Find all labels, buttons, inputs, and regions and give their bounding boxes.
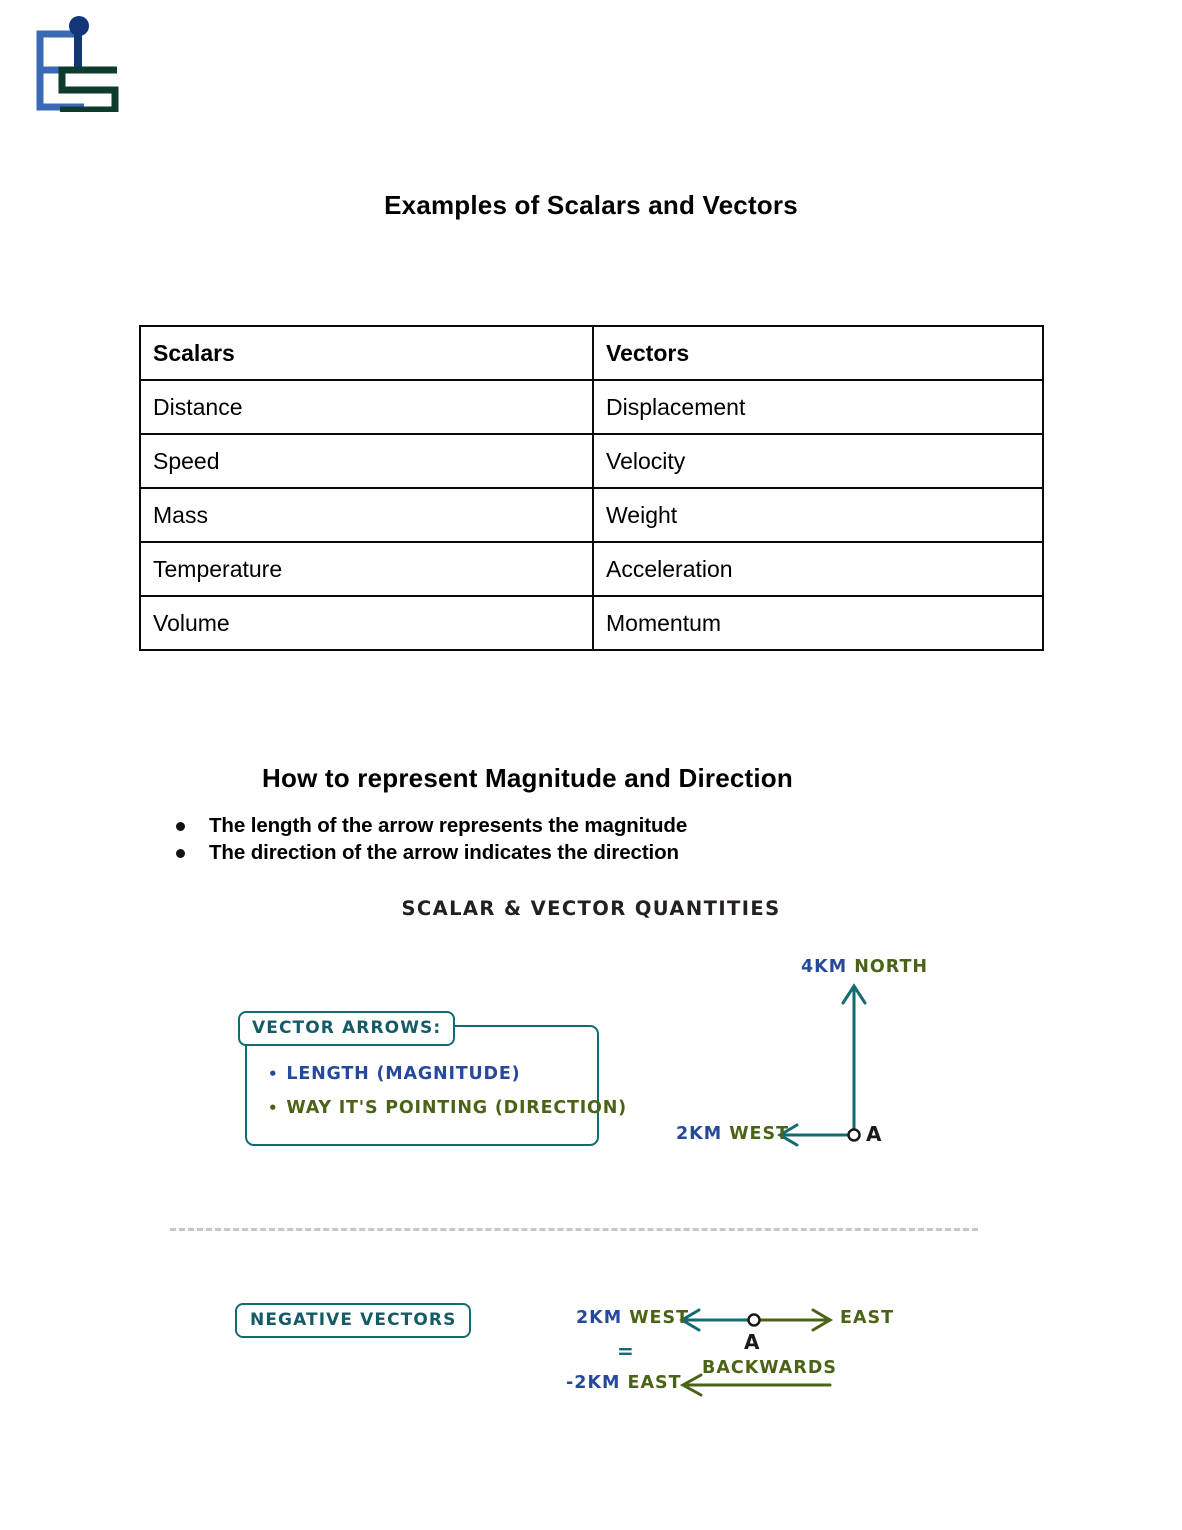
list-item: The direction of the arrow indicates the direction [172, 839, 687, 866]
north-vector-label [801, 957, 928, 977]
infographic-title: SCALAR & VECTOR QUANTITIES [401, 897, 781, 920]
section-divider [170, 1228, 978, 1231]
negative-direction-text: EAST [627, 1373, 682, 1393]
negative-west-direction-text: WEST [629, 1308, 690, 1328]
cell-vector: Momentum [593, 596, 1043, 650]
west-magnitude-text: 2KM [676, 1124, 723, 1144]
table-row [140, 434, 1043, 488]
cell-scalar: Speed [140, 434, 593, 488]
negative-west-arrow [682, 1310, 750, 1330]
backwards-arrow [683, 1375, 830, 1395]
cell-vector: Weight [593, 488, 1043, 542]
equals-sign: = [617, 1339, 635, 1363]
negative-east-label: EAST [840, 1308, 895, 1328]
cell-scalar: Mass [140, 488, 593, 542]
vector-arrows-item-length: • LENGTH (MAGNITUDE) [268, 1064, 520, 1084]
backwards-label: BACKWARDS [702, 1358, 837, 1378]
west-arrow [780, 1125, 848, 1145]
negative-magnitude-text: -2KM [566, 1373, 621, 1393]
cell-scalar: Distance [140, 380, 593, 434]
negative-point-a-label: A [744, 1330, 761, 1354]
negative-west-magnitude-text: 2KM [576, 1308, 623, 1328]
west-direction-text: WEST [729, 1124, 790, 1144]
scalars-vectors-table [139, 325, 1044, 651]
cell-vector: Velocity [593, 434, 1043, 488]
vector-arrows-tab-label: VECTOR ARROWS: [238, 1011, 455, 1046]
point-a-label: A [866, 1122, 883, 1146]
list-item: The length of the arrow represents the magnitude [172, 812, 687, 839]
column-header-vectors: Vectors [593, 326, 1043, 380]
table-row [140, 596, 1043, 650]
logo-dot [69, 16, 89, 36]
north-direction-text: NORTH [854, 957, 929, 977]
magnitude-direction-bullets [172, 812, 687, 866]
cell-vector: Displacement [593, 380, 1043, 434]
negative-magnitude-label [566, 1373, 682, 1393]
table-row [140, 488, 1043, 542]
table-row [140, 542, 1043, 596]
negative-vectors-tab-label: NEGATIVE VECTORS [235, 1303, 471, 1338]
negative-east-arrow [758, 1310, 830, 1330]
north-magnitude-text: 4KM [801, 957, 848, 977]
section-title-magnitude-direction: How to represent Magnitude and Direction [262, 763, 793, 793]
table-row [140, 380, 1043, 434]
logo-stem [74, 34, 82, 70]
ei-monogram-logo [22, 12, 127, 112]
north-arrow [843, 986, 865, 1133]
table-header-row [140, 326, 1043, 380]
cell-vector: Acceleration [593, 542, 1043, 596]
origin-point-marker [849, 1130, 860, 1141]
cell-scalar: Temperature [140, 542, 593, 596]
page-title-examples: Examples of Scalars and Vectors [384, 190, 798, 220]
west-vector-label [676, 1124, 789, 1144]
negative-origin-point-marker [749, 1315, 760, 1326]
vector-arrows-item-direction: • WAY IT'S POINTING (DIRECTION) [268, 1098, 627, 1118]
cell-scalar: Volume [140, 596, 593, 650]
negative-west-label [576, 1308, 689, 1328]
column-header-scalars: Scalars [140, 326, 593, 380]
